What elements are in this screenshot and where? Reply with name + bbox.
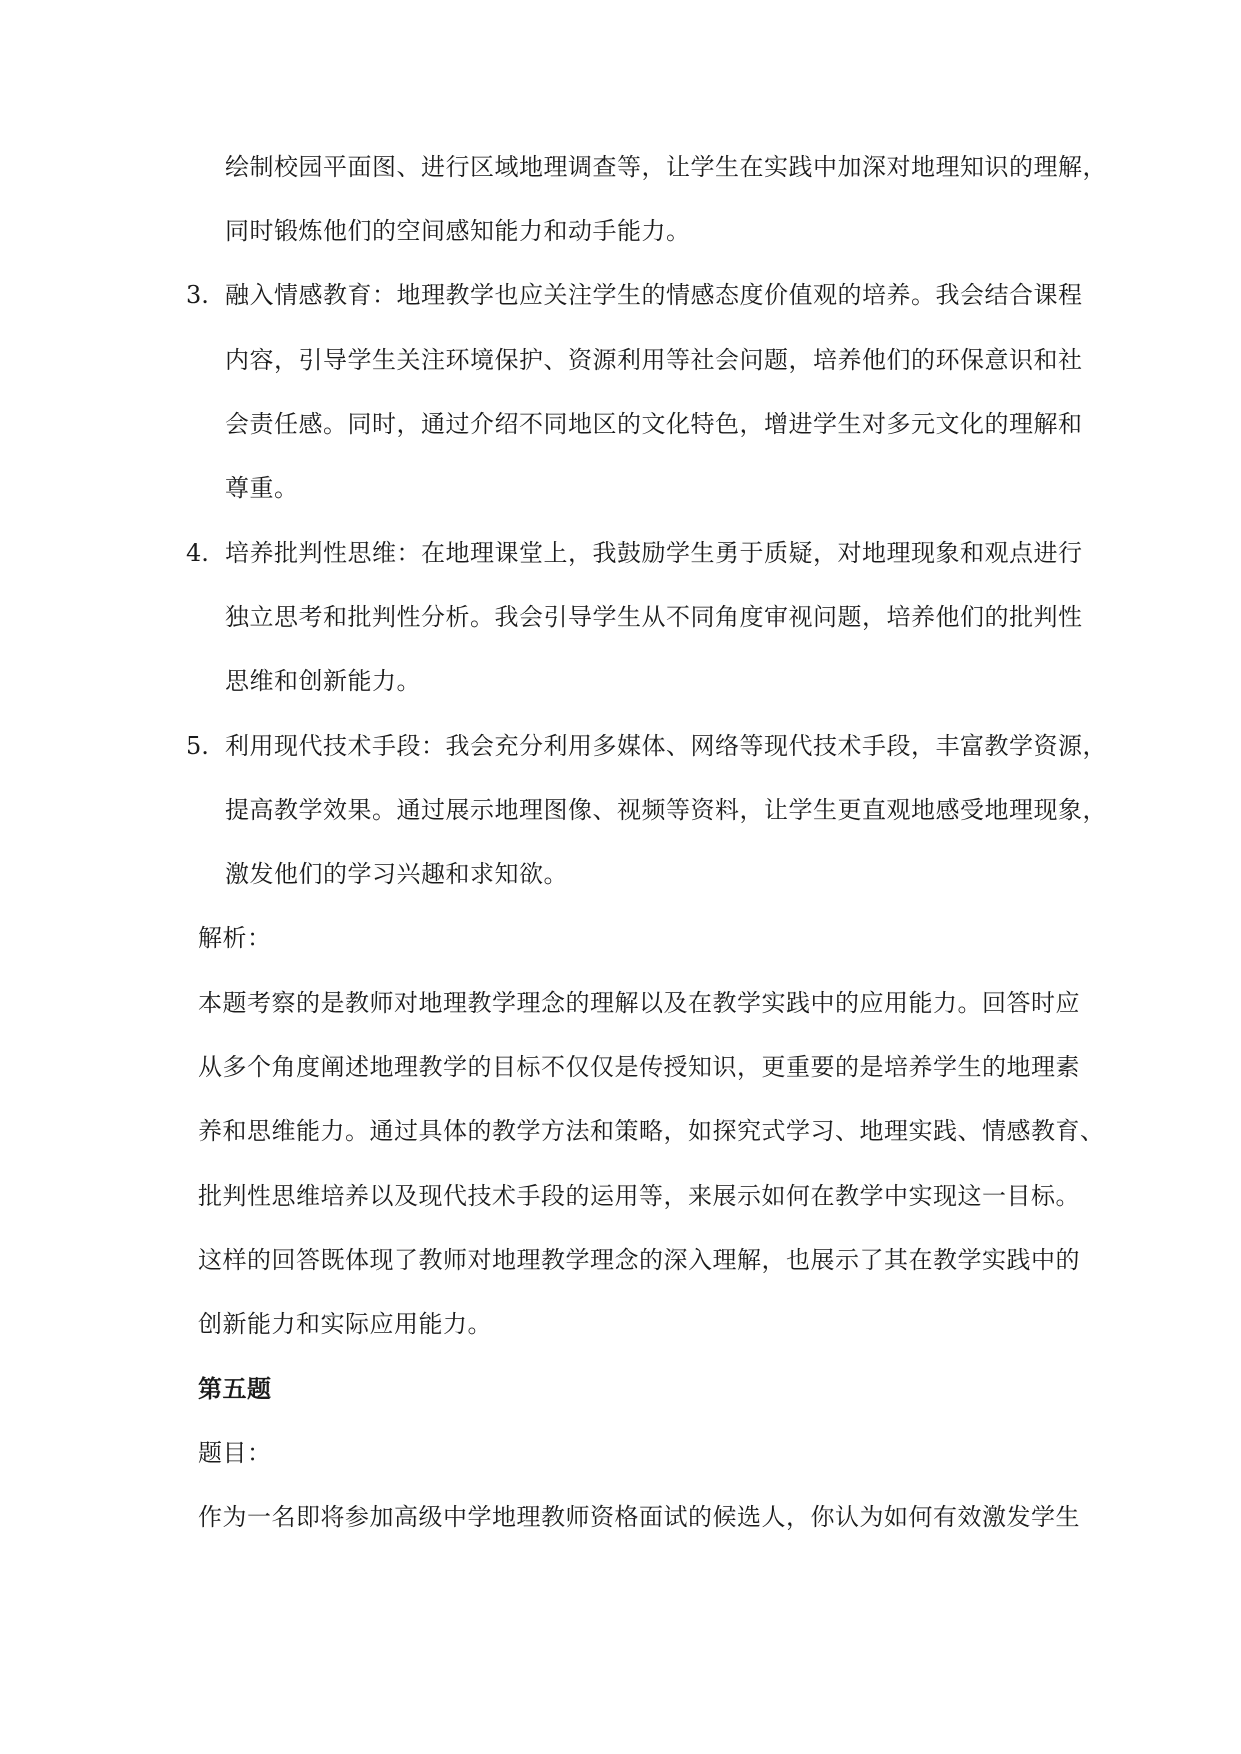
- question-label: 题目：: [198, 1439, 272, 1467]
- analysis-line: 本题考察的是教师对地理教学理念的理解以及在教学实践中的应用能力。回答时应: [198, 989, 1080, 1017]
- list-item-line: 提高教学效果。通过展示地理图像、视频等资料，让学生更直观地感受地理现象，: [225, 796, 1107, 824]
- continuation-line: 绘制校园平面图、进行区域地理调查等，让学生在实践中加深对地理知识的理解，: [225, 153, 1107, 181]
- analysis-label: 解析：: [198, 924, 272, 952]
- list-item-line: 培养批判性思维：在地理课堂上，我鼓励学生勇于质疑，对地理现象和观点进行: [225, 539, 1083, 567]
- analysis-line: 创新能力和实际应用能力。: [198, 1310, 492, 1338]
- list-item-line: 尊重。: [225, 474, 299, 502]
- list-item-line: 内容，引导学生关注环境保护、资源利用等社会问题，培养他们的环保意识和社: [225, 346, 1083, 374]
- continuation-line: 同时锻炼他们的空间感知能力和动手能力。: [225, 217, 691, 245]
- list-item-line: 融入情感教育：地理教学也应关注学生的情感态度价值观的培养。我会结合课程: [225, 281, 1083, 309]
- analysis-line: 养和思维能力。通过具体的教学方法和策略，如探究式学习、地理实践、情感教育、: [198, 1117, 1105, 1145]
- list-item-number: 3.: [186, 281, 209, 309]
- list-item-line: 独立思考和批判性分析。我会引导学生从不同角度审视问题，培养他们的批判性: [225, 603, 1083, 631]
- list-item-line: 激发他们的学习兴趣和求知欲。: [225, 860, 568, 888]
- analysis-line: 从多个角度阐述地理教学的目标不仅仅是传授知识，更重要的是培养学生的地理素: [198, 1053, 1080, 1081]
- section-heading: 第五题: [198, 1375, 272, 1403]
- list-item-line: 思维和创新能力。: [225, 667, 421, 695]
- list-item-line: 会责任感。同时，通过介绍不同地区的文化特色，增进学生对多元文化的理解和: [225, 410, 1083, 438]
- analysis-line: 批判性思维培养以及现代技术手段的运用等，来展示如何在教学中实现这一目标。: [198, 1182, 1080, 1210]
- question-line: 作为一名即将参加高级中学地理教师资格面试的候选人，你认为如何有效激发学生: [198, 1503, 1080, 1531]
- analysis-line: 这样的回答既体现了教师对地理教学理念的深入理解，也展示了其在教学实践中的: [198, 1246, 1080, 1274]
- list-item-line: 利用现代技术手段：我会充分利用多媒体、网络等现代技术手段，丰富教学资源，: [225, 732, 1107, 760]
- list-item-number: 4.: [186, 539, 209, 567]
- list-item-number: 5.: [186, 732, 209, 760]
